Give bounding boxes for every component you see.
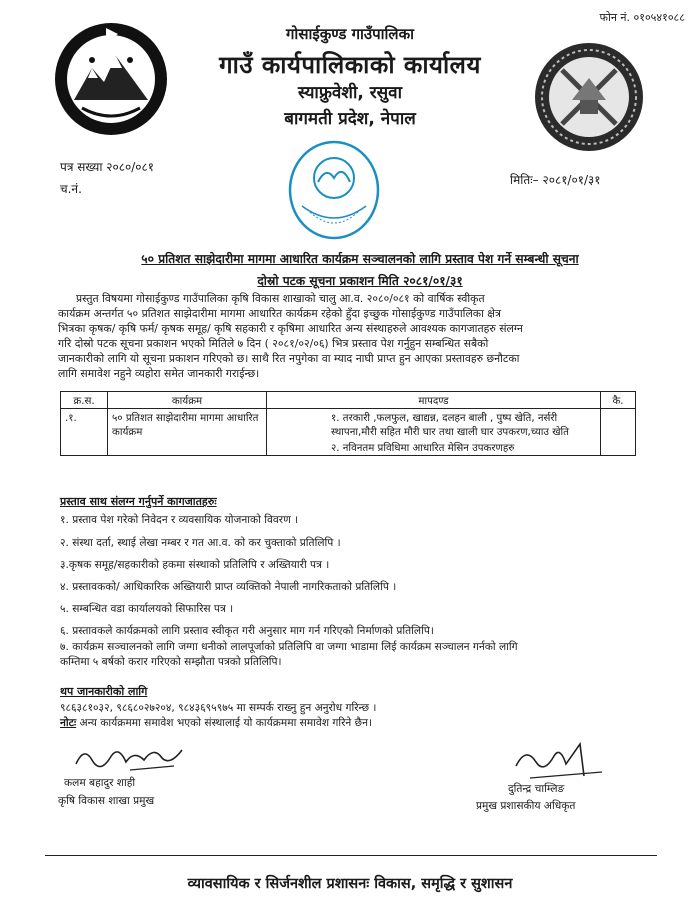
office-name: गाउँ कार्यपालिकाको कार्यालय bbox=[219, 51, 481, 79]
letter-date: मितिः– २०८१/०१/३१ bbox=[510, 173, 601, 187]
left-signatory-title: कृषि विकास शाखा प्रमुख bbox=[58, 795, 155, 807]
note bbox=[60, 716, 372, 730]
letter-number: पत्र सख्या २०८०/०८१ bbox=[60, 160, 154, 174]
body-line: जानकारीको लागि यो सूचना प्रकाशन गरिएको छ। साथै रित नपुगेका वा म्याद नाघी प्राप्त हुन आएका प्रस्तावहरु छनौटका bbox=[58, 352, 520, 365]
municipality-logo bbox=[532, 40, 647, 155]
column-header-program: कार्यक्रम bbox=[108, 392, 267, 409]
notice-subtitle: दोस्रो पटक सूचना प्रकाशन मिति २०८१/०१/३१ bbox=[257, 274, 463, 288]
contact-numbers: ९८६३८१०३२, ९८६८०२७२०४, ९८४३६९५९७५ मा सम्पर्क राख्नु हुन अनुरोध गरिन्छ । bbox=[60, 702, 377, 714]
list-item: १. प्रस्ताव पेश गरेको निवेदन र व्यवसायिक योजनाको विवरण । bbox=[60, 514, 299, 526]
column-header-sn: क्र.स. bbox=[61, 392, 108, 409]
program-table bbox=[60, 391, 636, 456]
row-program: ५० प्रतिशत साझेदारीमा मागमा आधारित कार्यक्रम bbox=[108, 409, 267, 456]
documents-title: प्रस्ताव साथ संलग्न गर्नुपर्ने कागजातहरुः bbox=[60, 495, 217, 508]
column-header-remark: कै. bbox=[601, 392, 636, 409]
list-item: ७. कार्यक्रम सञ्चालनको लागि जग्गा धनीको लालपूर्जाको प्रतिलिपि वा जग्गा भाडामा लिई कार्यक्रम सञ्चालन गर्नको लागि bbox=[60, 641, 518, 653]
contact-title: थप जानकारीको लागि bbox=[60, 685, 148, 698]
right-signature bbox=[510, 736, 620, 784]
list-item: ५. सम्बन्धित वडा कार्यालयको सिफारिस पत्र । bbox=[60, 603, 234, 615]
body-line: गरि दोस्रो पटक सूचना प्रकाशन भएको मितिले ७ दिन ( २०८१/०२/०६) भित्र प्रस्ताव पेश गर्नुहुन सम्बन्धित सबैको bbox=[58, 337, 489, 350]
table-row bbox=[61, 409, 636, 456]
footer-motto: व्यावसायिक र सिर्जनशील प्रशासनः विकास, समृद्धि र सुशासन bbox=[187, 876, 513, 892]
footer-divider bbox=[45, 855, 657, 856]
body-line: लागि समावेश नहुने व्यहोरा समेत जानकारी गराईन्छ। bbox=[58, 367, 260, 380]
phone-number: फोन नं. ०१०५४१०८८ bbox=[599, 11, 685, 24]
column-header-criteria: मापदण्ड bbox=[267, 392, 601, 409]
list-item: २. संस्था दर्ता, स्थाई लेखा नम्बर र गत आ.व. को कर चुक्ताको प्रतिलिपि । bbox=[60, 537, 341, 549]
province-name: बागमती प्रदेश, नेपाल bbox=[284, 109, 416, 129]
row-criteria bbox=[267, 409, 601, 456]
criteria-item: १. तरकारी ,फलफुल, खाद्यन्न, दलहन बाली , पुष्प खेति, नर्सरी स्थापना,मौरी सहित मौरी घार तथा खाली घार उपकरण,च्याउ खेति bbox=[331, 413, 569, 438]
note-text: अन्य कार्यक्रममा समावेश भएको संस्थालाई यो कार्यक्रममा समावेश गरिने छैन। bbox=[79, 717, 372, 729]
row-sn: .१. bbox=[61, 409, 108, 456]
right-signatory-name: दुतिन्द्र चाम्लिङ bbox=[508, 783, 565, 795]
right-signatory-title: प्रमुख प्रशासकीय अधिकृत bbox=[476, 800, 576, 812]
office-location: स्याफ्रुवेशी, रसुवा bbox=[297, 83, 403, 103]
reference-number: च.नं. bbox=[60, 182, 82, 196]
body-line: कार्यक्रम अन्तर्गत ५० प्रतिशत साझेदारीमा मागमा आधारित कार्यक्रम रहेको हुँदा इच्छुक गोसाईकुण्ड गाउँपालिका क्षेत्र bbox=[58, 307, 501, 320]
body-line: भित्रका कृषक/ कृषि फर्म/ कृषक समूह/ कृषि सहकारी र कृषिमा आधारित अन्य संस्थाहरुले आवश्यक कागजातहरु संलग्न bbox=[58, 322, 523, 335]
criteria-item: २. नविनतम प्रविधिमा आधारित मेसिन उपकरणहरु bbox=[331, 443, 515, 454]
nepal-emblem-logo bbox=[52, 20, 170, 138]
row-remark bbox=[601, 409, 636, 456]
left-signatory-name: कलम बहादुर शाही bbox=[64, 777, 136, 789]
list-item: कम्तिमा ५ बर्षको करार गरिएको सम्झौता पत्रको प्रतिलिपि। bbox=[60, 656, 282, 668]
left-signature bbox=[70, 740, 190, 776]
municipality-name: गोसाईकुण्ड गाउँपालिका bbox=[285, 25, 415, 43]
list-item: ६. प्रस्तावकले कार्यक्रमको लागि प्रस्ताव स्वीकृत गरी अनुसार माग गर्न गरिएको निर्माणको प्रतिलिपि। bbox=[60, 625, 434, 637]
body-line: प्रस्तुत विषयमा गोसाईकुण्ड गाउँपालिका कृषि विकास शाखाको चालु आ.व. २०८०/०८१ को वार्षिक स्वीकृत bbox=[76, 292, 485, 305]
list-item: ३.कृषक समूह/सहकारीको हकमा संस्थाको प्रतिलिपि र अख्तियारी पत्र । bbox=[60, 559, 330, 571]
office-stamp bbox=[286, 138, 382, 242]
note-label: नोटः bbox=[60, 717, 77, 729]
list-item: ४. प्रस्तावकको/ आधिकारिक अख्तियारी प्राप्त व्यक्तिको नेपाली नागरिकताको प्रतिलिपि । bbox=[60, 581, 397, 593]
notice-title: ५० प्रतिशत साझेदारीमा मागमा आधारित कार्यक्रम सञ्चालनको लागि प्रस्ताव पेश गर्ने सम्बन्धी सूचना bbox=[141, 252, 579, 266]
